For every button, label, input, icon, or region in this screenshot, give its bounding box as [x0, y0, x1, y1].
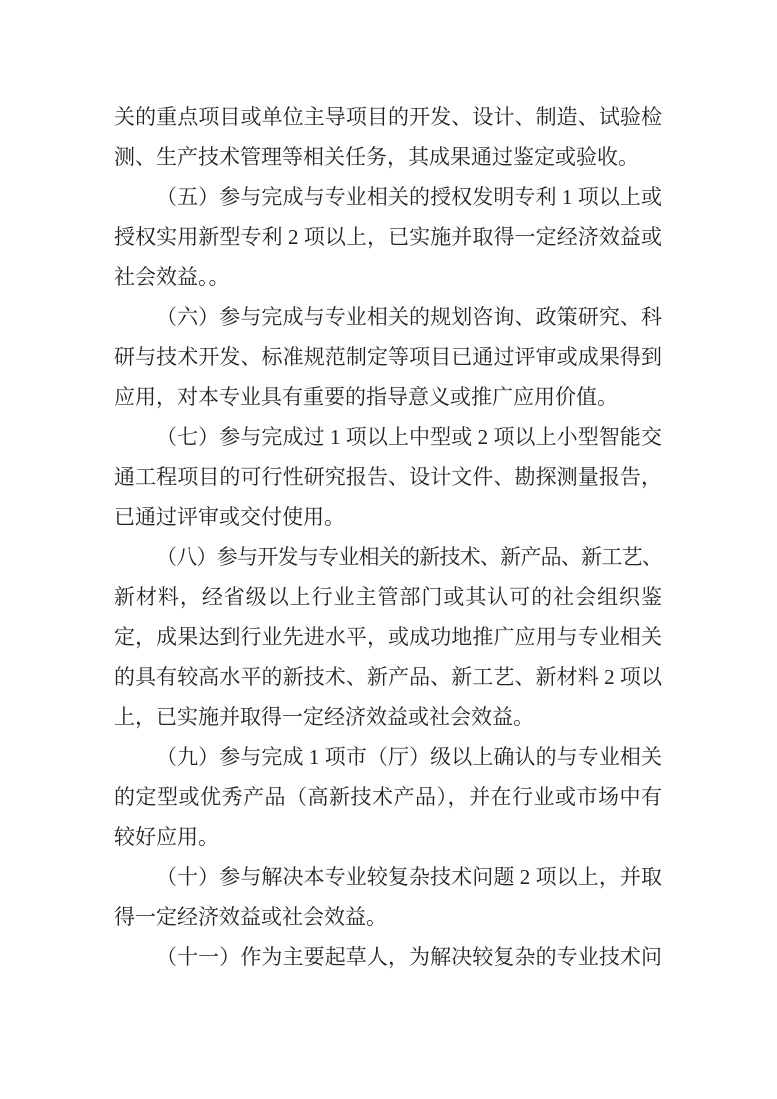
text-line: 测、生产技术管理等相关任务，其成果通过鉴定或验收。	[114, 145, 639, 169]
text-line: （六）参与完成与专业相关的规划咨询、政策研究、科	[156, 305, 662, 329]
document-text-block	[114, 97, 662, 977]
text-line: 新材料，经省级以上行业主管部门或其认可的社会组织鉴	[114, 585, 662, 609]
text-line: （九）参与完成 1 项市（厅）级以上确认的与专业相关	[156, 745, 662, 769]
text-line: 得一定经济效益或社会效益。	[114, 905, 387, 929]
paragraph-item-11	[114, 937, 662, 977]
text-line: 授权实用新型专利 2 项以上，已实施并取得一定经济效益或	[114, 225, 662, 249]
text-line: 通工程项目的可行性研究报告、设计文件、勘探测量报告，	[114, 465, 662, 489]
text-line: 社会效益。。	[114, 265, 230, 289]
paragraph-item-10	[114, 857, 662, 937]
text-line: 定，成果达到行业先进水平，或成功地推广应用与专业相关	[114, 625, 662, 649]
text-line: 研与技术开发、标准规范制定等项目已通过评审或成果得到	[114, 345, 662, 369]
text-line: 的具有较高水平的新技术、新产品、新工艺、新材料 2 项以	[114, 665, 662, 689]
paragraph-item-7	[114, 417, 662, 537]
paragraph-item-5	[114, 177, 662, 297]
paragraph-continuation	[114, 97, 662, 177]
paragraph-item-6	[114, 297, 662, 417]
paragraph-item-8	[114, 537, 662, 737]
text-line: 已通过评审或交付使用。	[114, 505, 345, 529]
text-line: （七）参与完成过 1 项以上中型或 2 项以上小型智能交	[156, 425, 662, 449]
text-line: （十一）作为主要起草人，为解决较复杂的专业技术问	[156, 945, 662, 969]
text-line: 关的重点项目或单位主导项目的开发、设计、制造、试验检	[114, 105, 662, 129]
text-line: （五）参与完成与专业相关的授权发明专利 1 项以上或	[156, 185, 662, 209]
text-line: 应用，对本专业具有重要的指导意义或推广应用价值。	[114, 385, 618, 409]
text-line: （八）参与开发与专业相关的新技术、新产品、新工艺、	[156, 545, 662, 569]
text-line: 上，已实施并取得一定经济效益或社会效益。	[114, 705, 534, 729]
text-line: 较好应用。	[114, 825, 219, 849]
text-line: 的定型或优秀产品（高新技术产品），并在行业或市场中有	[114, 785, 662, 809]
paragraph-item-9	[114, 737, 662, 857]
text-line: （十）参与解决本专业较复杂技术问题 2 项以上，并取	[156, 865, 662, 889]
